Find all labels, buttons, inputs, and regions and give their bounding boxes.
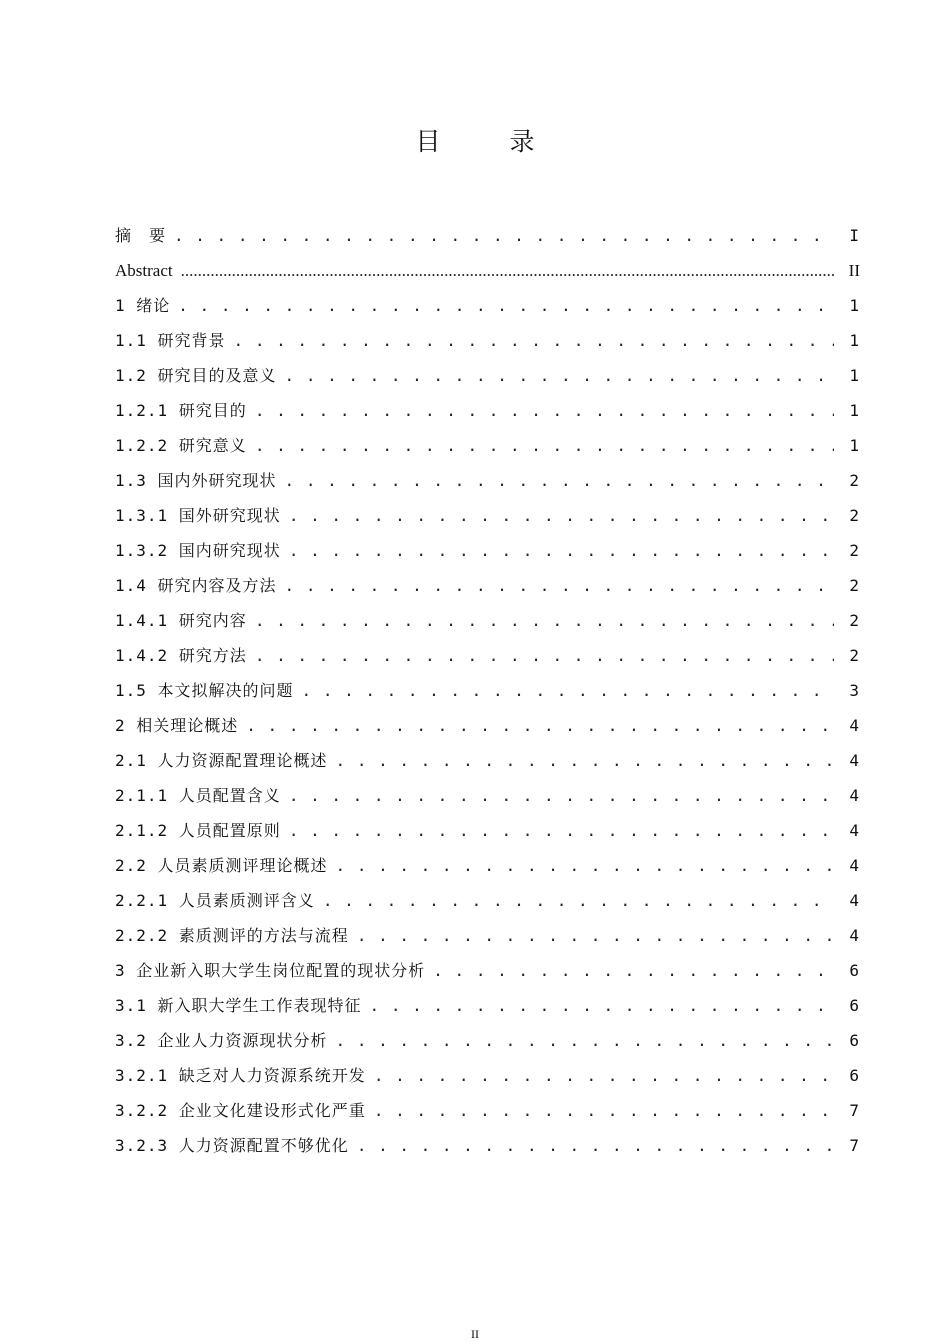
toc-entry-label: 1.4 研究内容及方法 xyxy=(115,576,277,595)
toc-entry-label: 摘 要 xyxy=(115,226,167,245)
toc-entry[interactable] xyxy=(115,806,860,841)
toc-leader-dots xyxy=(374,1101,834,1121)
toc-leader-dots xyxy=(174,226,834,246)
toc-entry[interactable] xyxy=(115,771,860,806)
toc-entry-page: 6 xyxy=(849,961,860,980)
toc-entry-page: 7 xyxy=(849,1136,860,1155)
toc-entry-page: 6 xyxy=(849,1066,860,1085)
toc-entry-page: II xyxy=(848,261,860,280)
toc-leader-dots xyxy=(302,681,834,701)
toc-leader-dots xyxy=(255,611,834,631)
toc-entry-label: 2.2 人员素质测评理论概述 xyxy=(115,856,328,875)
toc-leader-dots xyxy=(289,821,834,841)
toc-entry-label: 1.2.2 研究意义 xyxy=(115,436,247,455)
toc-entry[interactable] xyxy=(115,491,860,526)
toc-entry[interactable] xyxy=(115,351,860,386)
toc-entry-label: 1.3 国内外研究现状 xyxy=(115,471,277,490)
toc-leader-dots xyxy=(178,296,834,316)
toc-entry-page: 1 xyxy=(849,366,860,385)
toc-entry-label: 1.2.1 研究目的 xyxy=(115,401,247,420)
toc-leader-dots xyxy=(285,471,834,491)
toc-entry[interactable] xyxy=(115,911,860,946)
toc-entry[interactable] xyxy=(115,281,860,316)
toc-entry[interactable] xyxy=(115,1016,860,1051)
toc-entry[interactable] xyxy=(115,526,860,561)
toc-leader-dots xyxy=(336,856,834,876)
toc-leader-dots xyxy=(289,506,834,526)
toc-leader-dots xyxy=(433,961,834,981)
toc-entry[interactable] xyxy=(115,211,860,246)
toc-entry[interactable] xyxy=(115,421,860,456)
toc-entry-label: 3 企业新入职大学生岗位配置的现状分析 xyxy=(115,961,426,980)
toc-entry-label: 1.5 本文拟解决的问题 xyxy=(115,681,294,700)
toc-entry[interactable] xyxy=(115,736,860,771)
toc-entry[interactable] xyxy=(115,596,860,631)
toc-entry-label: 1.4.1 研究内容 xyxy=(115,611,247,630)
toc-entry[interactable] xyxy=(115,876,860,911)
toc-leader-dots xyxy=(357,926,834,946)
toc-entry-label: 2.1 人力资源配置理论概述 xyxy=(115,751,328,770)
toc-entry-page: 2 xyxy=(849,611,860,630)
toc-entry-page: 2 xyxy=(849,646,860,665)
toc-entry-page: 7 xyxy=(849,1101,860,1120)
toc-entry-page: 6 xyxy=(849,996,860,1015)
toc-leader-dots xyxy=(255,646,834,666)
toc-entry-page: 1 xyxy=(849,331,860,350)
toc-leader-dots xyxy=(374,1066,834,1086)
table-of-contents xyxy=(115,211,860,1156)
toc-entry-label: 3.2.2 企业文化建设形式化严重 xyxy=(115,1101,366,1120)
toc-entry-page: 4 xyxy=(849,716,860,735)
toc-leader-dots xyxy=(289,786,834,806)
toc-entry-page: 2 xyxy=(849,506,860,525)
toc-entry-label: Abstract xyxy=(115,261,173,280)
toc-entry-label: 2.2.1 人员素质测评含义 xyxy=(115,891,315,910)
toc-leader-dots xyxy=(357,1136,834,1156)
toc-entry[interactable] xyxy=(115,316,860,351)
toc-entry[interactable] xyxy=(115,841,860,876)
toc-leader-dots xyxy=(255,436,834,456)
toc-entry[interactable] xyxy=(115,666,860,701)
toc-entry-page: 4 xyxy=(849,856,860,875)
toc-entry[interactable] xyxy=(115,946,860,981)
toc-entry-page: 4 xyxy=(849,891,860,910)
toc-entry-page: 1 xyxy=(849,436,860,455)
toc-entry-label: 3.2 企业人力资源现状分析 xyxy=(115,1031,328,1050)
toc-entry-page: 2 xyxy=(849,576,860,595)
toc-entry[interactable] xyxy=(115,1051,860,1086)
toc-entry-page: 4 xyxy=(849,751,860,770)
page-title: 目 录 xyxy=(415,127,557,156)
toc-leader-dots xyxy=(234,331,834,351)
toc-entry-label: 1.3.2 国内研究现状 xyxy=(115,541,281,560)
toc-entry-page: 6 xyxy=(849,1031,860,1050)
toc-leader-dots xyxy=(289,541,834,561)
toc-entry-label: 2.1.1 人员配置含义 xyxy=(115,786,281,805)
page-number-footer: II xyxy=(471,1327,479,1341)
toc-leader-dots xyxy=(285,576,834,596)
toc-entry-page: 1 xyxy=(849,296,860,315)
toc-entry[interactable] xyxy=(115,701,860,736)
toc-leader-dots xyxy=(370,996,834,1016)
toc-entry-page: 1 xyxy=(849,401,860,420)
toc-leader-dots xyxy=(246,716,834,736)
toc-entry-page: 2 xyxy=(849,471,860,490)
toc-entry-label: 2.1.2 人员配置原则 xyxy=(115,821,281,840)
toc-leader-dots xyxy=(255,401,834,421)
toc-entry-page: I xyxy=(849,226,860,245)
toc-entry-page: 4 xyxy=(849,926,860,945)
toc-entry[interactable] xyxy=(115,631,860,666)
toc-leader-dots xyxy=(285,366,834,386)
toc-entry-label: 1.1 研究背景 xyxy=(115,331,226,350)
toc-entry-label: 2 相关理论概述 xyxy=(115,716,239,735)
toc-entry[interactable] xyxy=(115,1086,860,1121)
toc-entry[interactable] xyxy=(115,1121,860,1156)
toc-entry-label: 2.2.2 素质测评的方法与流程 xyxy=(115,926,349,945)
toc-entry-page: 4 xyxy=(849,786,860,805)
toc-entry[interactable] xyxy=(115,561,860,596)
toc-entry-label: 1.4.2 研究方法 xyxy=(115,646,247,665)
toc-entry-page: 2 xyxy=(849,541,860,560)
toc-leader-dots xyxy=(336,751,834,771)
toc-leader-dots xyxy=(336,1031,834,1051)
toc-entry-page: 4 xyxy=(849,821,860,840)
toc-entry-label: 3.2.1 缺乏对人力资源系统开发 xyxy=(115,1066,366,1085)
toc-entry-label: 3.1 新入职大学生工作表现特征 xyxy=(115,996,362,1015)
toc-entry-label: 3.2.3 人力资源配置不够优化 xyxy=(115,1136,349,1155)
toc-entry-label: 1.2 研究目的及意义 xyxy=(115,366,277,385)
toc-leader-dots xyxy=(181,261,834,281)
toc-entry[interactable] xyxy=(115,981,860,1016)
toc-entry[interactable] xyxy=(115,246,860,281)
toc-entry-page: 3 xyxy=(849,681,860,700)
toc-entry-label: 1 绪论 xyxy=(115,296,171,315)
toc-entry-label: 1.3.1 国外研究现状 xyxy=(115,506,281,525)
toc-entry[interactable] xyxy=(115,386,860,421)
toc-leader-dots xyxy=(323,891,834,911)
toc-entry[interactable] xyxy=(115,456,860,491)
